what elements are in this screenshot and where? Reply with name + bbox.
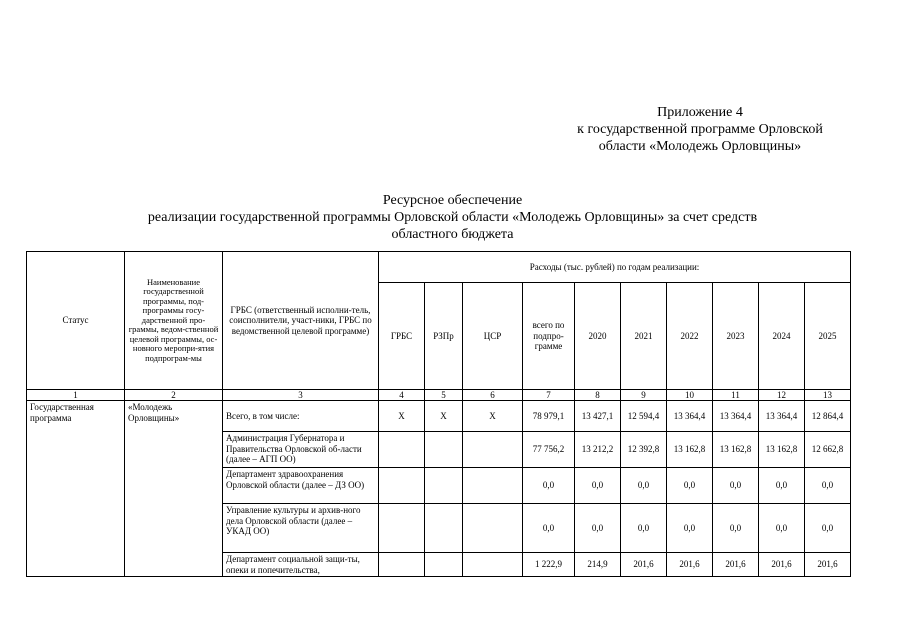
year-cell: 13 162,8 (667, 432, 713, 468)
year-cell: 0,0 (713, 468, 759, 504)
header-program-name: Наименование государственной программы, под-программы госу-дарственной про-граммы, ведом-ственной целевой программы, ос-новного меропри-ятия подпрограм-мы (125, 252, 223, 390)
grbs-cell (379, 553, 425, 577)
status-cell: Государственная программа (27, 401, 125, 577)
year-cell: 201,6 (805, 553, 851, 577)
year-cell: 12 594,4 (621, 401, 667, 432)
header-year-2025: 2025 (805, 283, 851, 390)
csr-cell (463, 432, 523, 468)
rzpr-cell (425, 504, 463, 553)
year-cell: 12 392,8 (621, 432, 667, 468)
header-grbs-executor: ГРБС (ответственный исполни-тель, соисполнители, участ-ники, ГРБС по ведомственной целевой программе) (223, 252, 379, 390)
total-cell: 0,0 (523, 468, 575, 504)
year-cell: 201,6 (759, 553, 805, 577)
column-number: 1 (27, 390, 125, 401)
header-year-2022: 2022 (667, 283, 713, 390)
csr-cell (463, 553, 523, 577)
column-number: 6 (463, 390, 523, 401)
header-year-2021: 2021 (621, 283, 667, 390)
year-cell: 0,0 (713, 504, 759, 553)
year-cell: 0,0 (575, 468, 621, 504)
executor-cell: Всего, в том числе: (223, 401, 379, 432)
rzpr-cell (425, 553, 463, 577)
resource-table (26, 251, 851, 577)
header-year-2020: 2020 (575, 283, 621, 390)
column-number: 9 (621, 390, 667, 401)
year-cell: 0,0 (759, 504, 805, 553)
year-cell: 0,0 (667, 504, 713, 553)
document-title (60, 192, 845, 243)
executor-cell: Департамент здравоохранения Орловской области (далее – ДЗ ОО) (223, 468, 379, 504)
rzpr-cell (425, 432, 463, 468)
header-year-2024: 2024 (759, 283, 805, 390)
year-cell: 13 364,4 (759, 401, 805, 432)
column-number: 12 (759, 390, 805, 401)
title-line-2: реализации государственной программы Орловской области «Молодежь Орловщины» за счет средств (147, 210, 758, 225)
year-cell: 13 364,4 (667, 401, 713, 432)
header-total: всего по подпро-грамме (523, 283, 575, 390)
appendix-line-1: Приложение 4 (657, 105, 743, 120)
rzpr-cell: Х (425, 401, 463, 432)
year-cell: 0,0 (805, 504, 851, 553)
rzpr-cell (425, 468, 463, 504)
column-number: 3 (223, 390, 379, 401)
header-grbs: ГРБС (379, 283, 425, 390)
column-number: 11 (713, 390, 759, 401)
header-row-1 (27, 252, 851, 283)
grbs-cell: Х (379, 401, 425, 432)
csr-cell (463, 504, 523, 553)
year-cell: 13 427,1 (575, 401, 621, 432)
column-number: 2 (125, 390, 223, 401)
executor-cell: Департамент социальной защи-ты, опеки и попечительства, (223, 553, 379, 577)
year-cell: 201,6 (667, 553, 713, 577)
year-cell: 13 212,2 (575, 432, 621, 468)
table-row (27, 401, 851, 432)
year-cell: 13 364,4 (713, 401, 759, 432)
year-cell: 12 662,8 (805, 432, 851, 468)
total-cell: 0,0 (523, 504, 575, 553)
csr-cell: Х (463, 401, 523, 432)
appendix-heading (540, 104, 860, 155)
grbs-cell (379, 504, 425, 553)
executor-cell: Управление культуры и архив-ного дела Орловской области (далее – УКАД ОО) (223, 504, 379, 553)
year-cell: 0,0 (621, 504, 667, 553)
year-cell: 12 864,4 (805, 401, 851, 432)
year-cell: 0,0 (805, 468, 851, 504)
title-line-1: Ресурсное обеспечение (382, 193, 523, 208)
header-expenses: Расходы (тыс. рублей) по годам реализации: (379, 252, 851, 283)
header-rzpr: РЗПр (425, 283, 463, 390)
csr-cell (463, 468, 523, 504)
year-cell: 13 162,8 (759, 432, 805, 468)
year-cell: 214,9 (575, 553, 621, 577)
column-number: 4 (379, 390, 425, 401)
grbs-cell (379, 468, 425, 504)
total-cell: 78 979,1 (523, 401, 575, 432)
header-year-2023: 2023 (713, 283, 759, 390)
column-number: 10 (667, 390, 713, 401)
grbs-cell (379, 432, 425, 468)
program-name-cell: «Молодежь Орловщины» (125, 401, 223, 577)
column-number: 7 (523, 390, 575, 401)
year-cell: 201,6 (621, 553, 667, 577)
column-number: 8 (575, 390, 621, 401)
column-number: 5 (425, 390, 463, 401)
year-cell: 201,6 (713, 553, 759, 577)
executor-cell: Администрация Губернатора и Правительства Орловской об-ласти (далее – АГП ОО) (223, 432, 379, 468)
year-cell: 0,0 (667, 468, 713, 504)
column-number: 13 (805, 390, 851, 401)
year-cell: 0,0 (759, 468, 805, 504)
year-cell: 13 162,8 (713, 432, 759, 468)
total-cell: 1 222,9 (523, 553, 575, 577)
column-number-row (27, 390, 851, 401)
appendix-line-3: области «Молодежь Орловщины» (598, 139, 802, 154)
header-csr: ЦСР (463, 283, 523, 390)
year-cell: 0,0 (575, 504, 621, 553)
total-cell: 77 756,2 (523, 432, 575, 468)
title-line-3: областного бюджета (391, 227, 514, 242)
appendix-line-2: к государственной программе Орловской (577, 122, 823, 137)
year-cell: 0,0 (621, 468, 667, 504)
header-status: Статус (27, 252, 125, 390)
